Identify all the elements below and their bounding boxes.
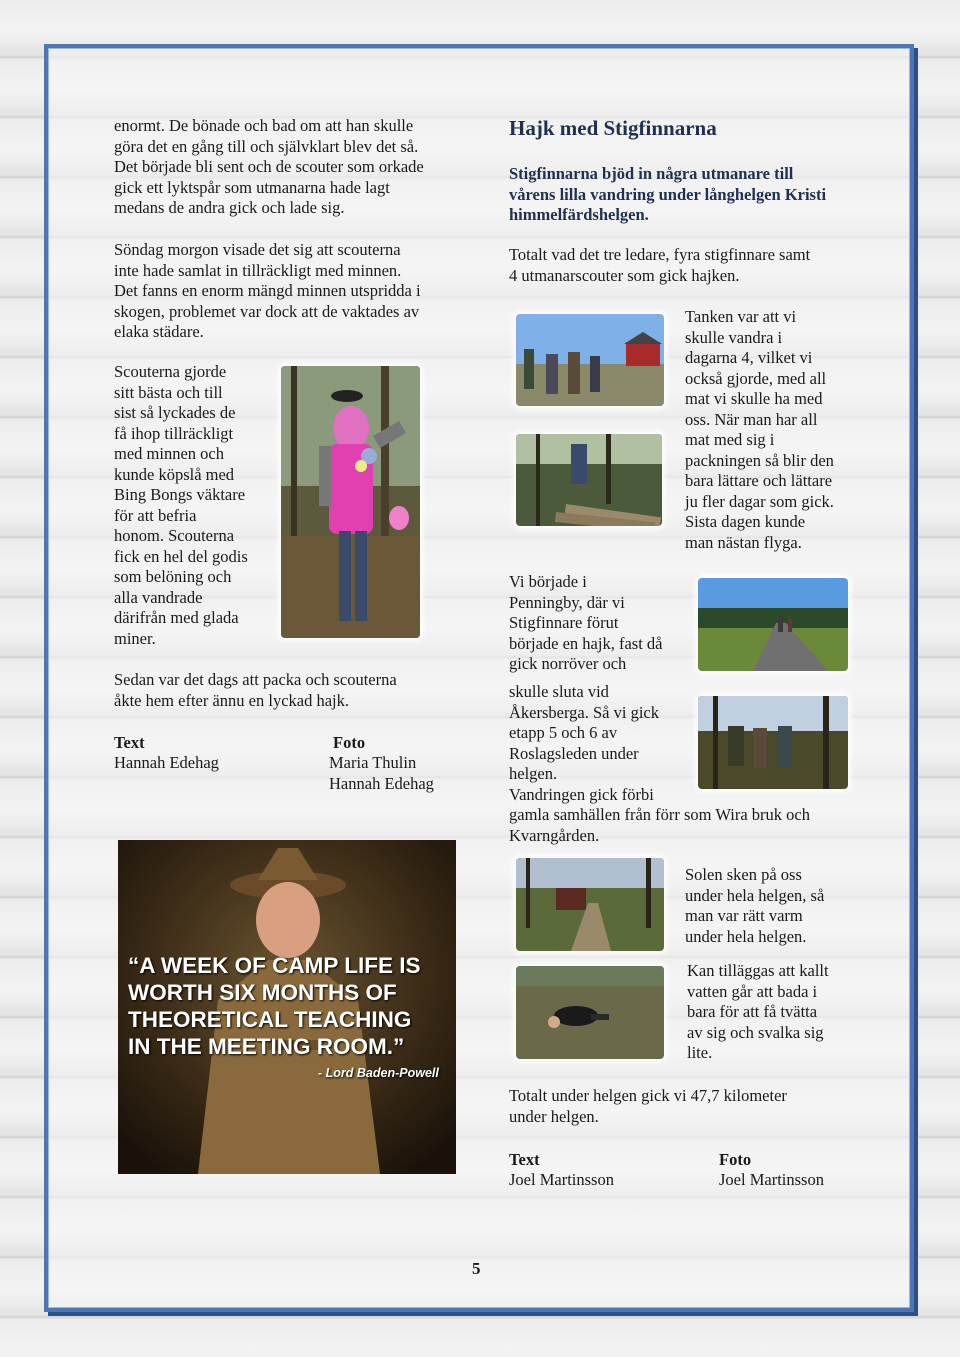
right-paragraph-4: Solen sken på oss under hela helgen, så man var rätt varm under hela helgen. — [685, 865, 825, 946]
right-paragraph-3a: Vi började i Penningby, där vi Stigfinnare förut började en hajk, fast då gick norröver och — [509, 572, 663, 673]
left-paragraph-1: enormt. De bönade och bad om att han skulle göra det en gång till och självklart blev det så. Det började bli sent och de scouter som orkade gick ett lyktspår som utmanarna hade lagt medans de andra gick och lade sig. — [114, 116, 424, 217]
right-paragraph-1: Totalt vad det tre ledare, fyra stigfinnare samt 4 utmanarscouter som gick hajken. — [509, 245, 811, 285]
right-paragraph-6: Totalt under helgen gick vi 47,7 kilometer under helgen. — [509, 1086, 787, 1126]
right-credit-text-name: Joel Martinsson — [509, 1170, 614, 1189]
left-paragraph-4: Sedan var det dags att packa och scouterna åkte hem efter ännu en lyckad hajk. — [114, 670, 397, 710]
log-crossing-photo — [516, 434, 662, 526]
article-intro: Stigfinnarna bjöd in några utmanare till vårens lilla vandring under långhelgen Kristi himmelfärdshelgen. — [509, 164, 827, 224]
page-number: 5 — [472, 1259, 481, 1278]
right-credit-foto-name: Joel Martinsson — [719, 1170, 824, 1189]
left-credit-text-name: Hannah Edehag — [114, 753, 219, 772]
article-title: Hajk med Stigfinnarna — [509, 116, 717, 140]
road-walk-photo — [698, 578, 848, 671]
left-credit-foto-label: Foto — [333, 733, 366, 752]
left-paragraph-3: Scouterna gjorde sitt bästa och till sist så lyckades de få ihop tillräckligt med minnen och kunde köpslå med Bing Bongs väktare för att befria honom. Scouterna fick en hel del godis som belöning och alla vandrade därifrån med glada miner. — [114, 362, 248, 648]
left-paragraph-2: Söndag morgon visade det sig att scouterna inte hade samlat in tillräckligt med minnen. Det fanns en enorm mängd minnen utspridda i skogen, problemet var dock att de vaktades av elaka städare. — [114, 240, 421, 341]
right-paragraph-2: Tanken var att vi skulle vandra i dagarna 4, vilket vi också gjorde, med all mat vi skulle ha med oss. När man har all mat med sig i packningen så blir den bara lättare och lättare ju fler dagar som gick. Sista dagen kunde man nästan flyga. — [685, 307, 834, 552]
forest-path-photo — [516, 858, 664, 951]
right-paragraph-5: Kan tilläggas att kallt vatten går att bada i bara för att få tvätta av sig och svalka sig lite. — [687, 961, 829, 1062]
right-paragraph-3b: skulle sluta vid Åkersberga. Så vi gick etapp 5 och 6 av Roslagsleden under helgen. Vandringen gick förbi gamla samhällen från förr som Wira bruk och Kvarngården. — [509, 682, 810, 845]
bing-bong-costume-photo — [281, 366, 420, 638]
poster-quote: “A WEEK OF CAMP LIFE IS WORTH SIX MONTHS OF THEORETICAL TEACHING IN THE MEETING ROOM.” — [128, 953, 421, 1059]
right-credit-foto-label: Foto — [719, 1150, 752, 1169]
forest-group-photo — [698, 696, 848, 789]
poster-author: - Lord Baden-Powell — [318, 1066, 439, 1080]
left-credit-foto-names: Maria Thulin Hannah Edehag — [329, 753, 434, 793]
right-credit-text-label: Text — [509, 1150, 540, 1169]
group-at-red-cabin-photo — [516, 314, 664, 406]
left-credit-text-label: Text — [114, 733, 145, 752]
baden-powell-quote-poster — [118, 840, 456, 1174]
crouching-scout-photo — [516, 966, 664, 1059]
